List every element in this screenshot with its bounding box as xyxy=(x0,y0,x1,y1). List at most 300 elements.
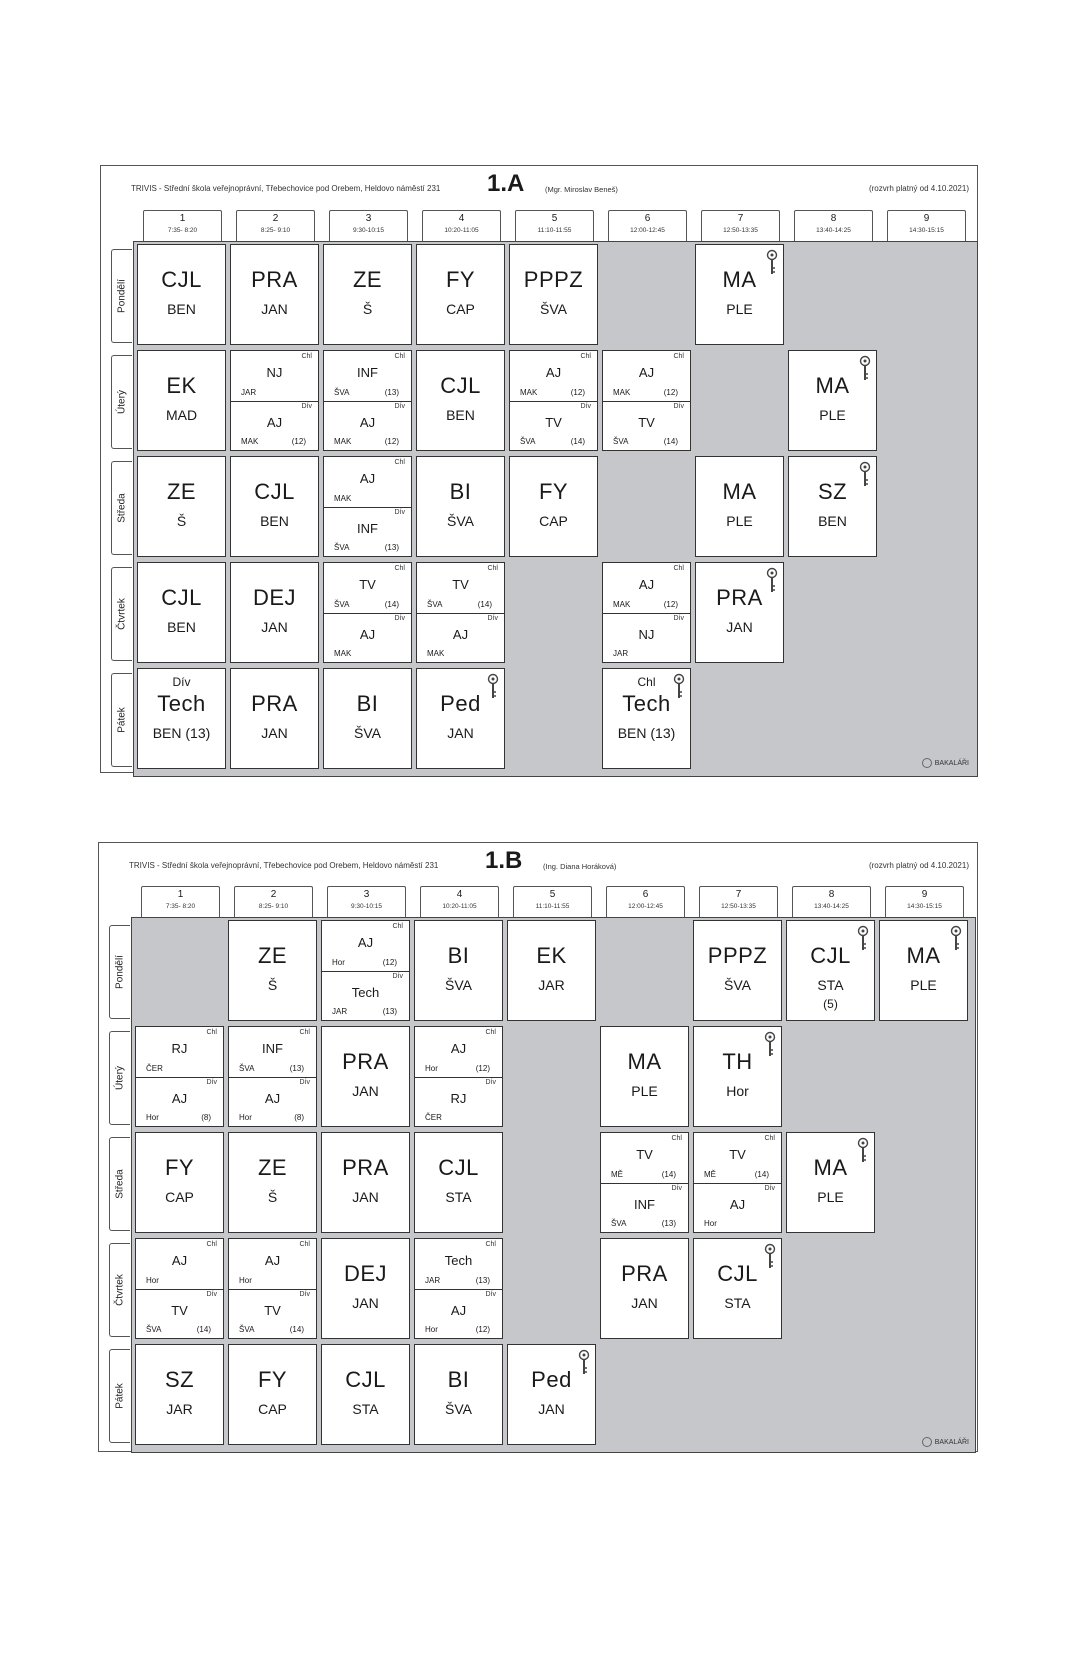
group-label: Dív xyxy=(394,508,405,516)
day-label xyxy=(109,1031,130,1125)
teacher: PLE xyxy=(817,1189,844,1205)
teacher: MAD xyxy=(165,407,198,423)
period-time: 14:30-15:15 xyxy=(909,227,944,234)
lesson-cell xyxy=(416,244,505,345)
teacher: MĚ xyxy=(704,1169,716,1179)
period-number: 9 xyxy=(923,213,930,224)
empty-slot xyxy=(786,1026,875,1127)
subject: MA xyxy=(815,373,850,398)
teacher: MAK xyxy=(613,387,631,397)
teacher: Hor xyxy=(146,1113,159,1122)
room: (14) xyxy=(289,1325,304,1334)
key-icon xyxy=(859,461,871,489)
lesson-half-bottom xyxy=(603,401,690,451)
period-number: 1 xyxy=(179,213,186,224)
group-label: Dív xyxy=(580,402,591,410)
teacher: Hor xyxy=(146,1275,159,1285)
teacher: JAN xyxy=(352,1083,379,1099)
lesson-half-top xyxy=(324,457,411,508)
teacher: MAK xyxy=(334,649,352,658)
empty-slot xyxy=(509,668,598,769)
teacher: ŠVA xyxy=(540,301,567,317)
lesson-cell xyxy=(786,920,875,1021)
period-number: 4 xyxy=(456,889,463,900)
period-header xyxy=(885,886,964,917)
lesson-cell xyxy=(416,350,505,451)
subject: CJL xyxy=(161,585,202,610)
subject: CJL xyxy=(438,1155,479,1180)
lesson-half-bottom xyxy=(603,613,690,663)
group-label: Chl xyxy=(392,923,403,930)
group-label: Chl xyxy=(485,1029,496,1036)
day-name: Pondělí xyxy=(116,279,128,313)
lesson-half-top xyxy=(415,1027,502,1078)
lesson-half-top xyxy=(322,921,409,972)
lesson-cell xyxy=(323,244,412,345)
subject: TV xyxy=(264,1302,281,1318)
subject: CJL xyxy=(161,267,202,292)
group-label: Dív xyxy=(394,402,405,410)
empty-slot xyxy=(600,920,689,1021)
lesson-half-bottom xyxy=(322,971,409,1021)
teacher: ŠVA xyxy=(613,437,629,446)
subject: RJ xyxy=(450,1090,467,1106)
lesson-half-top xyxy=(229,1239,316,1290)
subject: ZE xyxy=(352,267,383,292)
period-header xyxy=(236,210,315,241)
key-icon xyxy=(578,1349,590,1377)
room: (12) xyxy=(382,957,397,967)
lesson-half-top xyxy=(231,351,318,402)
timetable-header xyxy=(101,166,977,206)
lesson-cell xyxy=(321,1344,410,1445)
group-label: Chl xyxy=(394,353,405,360)
teacher: JAN xyxy=(352,1189,379,1205)
subject: INF xyxy=(634,1196,655,1212)
subject: PRA xyxy=(621,1261,668,1286)
group-label: Chl xyxy=(671,1135,682,1142)
subject: SZ xyxy=(817,479,848,504)
period-header xyxy=(606,886,685,917)
lesson-cell xyxy=(323,668,412,769)
subject: ZE xyxy=(257,1155,288,1180)
lesson-cell xyxy=(230,668,319,769)
teacher: ČER xyxy=(425,1113,442,1122)
day-label xyxy=(111,673,132,767)
teacher: JAN xyxy=(447,725,474,741)
subject: MA xyxy=(627,1049,662,1074)
group-label: Chl xyxy=(485,1241,496,1248)
teacher: JAN xyxy=(631,1295,658,1311)
empty-slot xyxy=(788,668,877,769)
period-time: 14:30-15:15 xyxy=(907,903,942,910)
teacher: PLE xyxy=(631,1083,658,1099)
lesson-half-bottom xyxy=(231,401,318,451)
lesson-cell xyxy=(602,350,691,451)
period-time: 11:10-11:55 xyxy=(537,227,572,234)
subject: INF xyxy=(262,1041,283,1056)
subject: AJ xyxy=(264,1090,281,1106)
subject: Tech xyxy=(351,984,380,1000)
empty-slot xyxy=(509,562,598,663)
lesson-cell xyxy=(695,244,784,345)
teacher: Hor xyxy=(425,1063,438,1073)
teacher: PLE xyxy=(726,513,753,529)
lesson-cell xyxy=(693,920,782,1021)
subject: AJ xyxy=(638,577,655,592)
room: (12) xyxy=(475,1063,490,1073)
lesson-cell xyxy=(135,1344,224,1445)
group-label: Dív xyxy=(394,614,405,622)
school-name: TRIVIS - Střední škola veřejnoprávní, Třebechovice pod Orebem, Heldovo náměstí 231 xyxy=(129,861,439,870)
lesson-half-bottom xyxy=(694,1183,781,1233)
empty-slot xyxy=(881,350,970,451)
lesson-cell xyxy=(600,1238,689,1339)
room: (12) xyxy=(291,437,306,446)
teacher: JAN xyxy=(538,1401,565,1417)
empty-slot xyxy=(602,244,691,345)
teacher: BEN (13) xyxy=(152,725,211,741)
class-name: 1.B xyxy=(485,847,523,874)
subject: EK xyxy=(536,943,567,968)
lesson-half-top xyxy=(229,1027,316,1078)
group-label: Dív xyxy=(673,402,684,410)
lesson-cell xyxy=(230,562,319,663)
subject: FY xyxy=(445,267,476,292)
room: (13) xyxy=(382,1007,397,1016)
teacher: ŠVA xyxy=(334,543,350,552)
lesson-half-bottom xyxy=(136,1077,223,1127)
lesson-half-top xyxy=(136,1027,223,1078)
subject: FY xyxy=(164,1155,195,1180)
lesson-cell xyxy=(416,668,505,769)
room: (8) xyxy=(201,1113,211,1122)
lesson-cell xyxy=(323,350,412,451)
day-label xyxy=(111,461,132,555)
subject: TV xyxy=(545,414,562,430)
subject: AJ xyxy=(638,365,655,380)
room: (12) xyxy=(475,1325,490,1334)
subject: AJ xyxy=(359,414,376,430)
period-number: 4 xyxy=(458,213,465,224)
teacher: BEN (13) xyxy=(617,725,676,741)
empty-slot xyxy=(695,350,784,451)
subject: SZ xyxy=(164,1367,195,1392)
lesson-cell xyxy=(416,456,505,557)
group-label: Dív xyxy=(299,1290,310,1298)
subject: Tech xyxy=(157,691,206,716)
subject: DEJ xyxy=(343,1261,388,1286)
lesson-half-top xyxy=(415,1239,502,1290)
period-number: 1 xyxy=(177,889,184,900)
teacher: ŠVA xyxy=(445,1401,472,1417)
lesson-cell xyxy=(137,350,226,451)
period-number: 9 xyxy=(921,889,928,900)
teacher: BEN xyxy=(167,301,196,317)
teacher: PLE xyxy=(910,977,937,993)
group-label: Chl xyxy=(580,353,591,360)
teacher: BEN xyxy=(446,407,475,423)
period-header xyxy=(143,210,222,241)
group-label: Chl xyxy=(673,565,684,572)
subject: ZE xyxy=(166,479,197,504)
day-label xyxy=(109,925,130,1019)
lesson-cell xyxy=(414,920,503,1021)
period-number: 5 xyxy=(549,889,556,900)
period-number: 3 xyxy=(365,213,372,224)
group-label: Dív xyxy=(673,614,684,622)
lesson-cell xyxy=(135,1132,224,1233)
subject: BI xyxy=(356,691,379,716)
lesson-cell xyxy=(137,668,226,769)
empty-slot xyxy=(879,1132,968,1233)
period-time: 11:10-11:55 xyxy=(535,903,570,910)
subject: AJ xyxy=(359,471,376,486)
timetable-1b xyxy=(98,842,978,1452)
subject: AJ xyxy=(171,1090,188,1106)
teacher: ŠVA xyxy=(445,977,472,993)
teacher: MAK xyxy=(334,437,352,446)
period-header xyxy=(420,886,499,917)
room: (12) xyxy=(570,387,585,397)
key-icon xyxy=(487,673,499,701)
teacher: ŠVA xyxy=(334,387,350,397)
lesson-cell xyxy=(228,1026,317,1127)
teacher: JAR xyxy=(538,977,565,993)
subject: CJL xyxy=(717,1261,758,1286)
period-number: 7 xyxy=(735,889,742,900)
period-time: 8:25- 9:10 xyxy=(258,903,289,910)
period-header xyxy=(699,886,778,917)
subject: BI xyxy=(447,1367,470,1392)
empty-slot xyxy=(695,668,784,769)
day-name: Úterý xyxy=(114,1066,126,1090)
lesson-half-bottom xyxy=(415,1077,502,1127)
lesson-cell xyxy=(693,1026,782,1127)
subject: AJ xyxy=(452,626,469,642)
teacher: ŠVA xyxy=(146,1325,162,1334)
empty-slot xyxy=(507,1132,596,1233)
lesson-cell xyxy=(600,1026,689,1127)
period-header xyxy=(887,210,966,241)
lesson-half-top xyxy=(510,351,597,402)
key-icon xyxy=(766,567,778,595)
subject: PRA xyxy=(251,691,298,716)
room: (12) xyxy=(663,387,678,397)
lesson-cell xyxy=(509,244,598,345)
teacher: Hor xyxy=(726,1083,749,1099)
period-number: 3 xyxy=(363,889,370,900)
teacher: BEN xyxy=(260,513,289,529)
teacher: Hor xyxy=(332,957,345,967)
lesson-half-bottom xyxy=(415,1289,502,1339)
lesson-cell xyxy=(788,456,877,557)
teacher: MAK xyxy=(427,649,445,658)
teacher: STA xyxy=(817,977,844,993)
group-label: Chl xyxy=(394,459,405,466)
lesson-cell xyxy=(323,562,412,663)
empty-slot xyxy=(600,1344,689,1445)
empty-slot xyxy=(879,1238,968,1339)
lesson-half-top xyxy=(694,1133,781,1184)
empty-slot xyxy=(507,1026,596,1127)
subject: TV xyxy=(452,577,469,592)
period-time: 12:00-12:45 xyxy=(630,227,665,234)
room: (14) xyxy=(384,599,399,609)
lesson-half-bottom xyxy=(417,613,504,663)
empty-slot xyxy=(788,562,877,663)
teacher: Š xyxy=(267,1189,278,1205)
teacher: ŠVA xyxy=(239,1063,255,1073)
teacher: ŠVA xyxy=(334,599,350,609)
lesson-cell xyxy=(135,1026,224,1127)
lesson-half-top xyxy=(601,1133,688,1184)
day-label xyxy=(111,355,132,449)
group-label: Dív xyxy=(392,972,403,980)
room: (12) xyxy=(663,599,678,609)
teacher: ŠVA xyxy=(239,1325,255,1334)
empty-slot xyxy=(879,1344,968,1445)
subject: AJ xyxy=(359,626,376,642)
subject: AJ xyxy=(266,414,283,430)
lesson-cell xyxy=(507,920,596,1021)
subject: INF xyxy=(357,520,378,536)
lesson-cell xyxy=(602,562,691,663)
teacher: PLE xyxy=(819,407,846,423)
teacher: ŠVA xyxy=(447,513,474,529)
room: (14) xyxy=(196,1325,211,1334)
teacher: STA xyxy=(724,1295,751,1311)
day-name: Středa xyxy=(116,493,128,523)
lesson-half-top xyxy=(136,1239,223,1290)
period-header xyxy=(327,886,406,917)
empty-slot xyxy=(786,1238,875,1339)
lesson-cell xyxy=(323,456,412,557)
teacher: Hor xyxy=(239,1113,252,1122)
teacher: MAK xyxy=(241,437,259,446)
teacher: CAP xyxy=(539,513,568,529)
period-time: 10:20-11:05 xyxy=(444,227,479,234)
day-label xyxy=(109,1243,130,1337)
logo-text: BAKALÁŘI xyxy=(934,1438,969,1446)
key-icon xyxy=(764,1031,776,1059)
lesson-cell xyxy=(414,1026,503,1127)
subject: AJ xyxy=(264,1253,281,1268)
lesson-cell xyxy=(321,920,410,1021)
teacher: STA xyxy=(445,1189,472,1205)
period-header xyxy=(329,210,408,241)
day-name: Pátek xyxy=(114,1383,126,1409)
key-icon xyxy=(766,249,778,277)
lesson-cell xyxy=(509,350,598,451)
group-label: Dív xyxy=(299,1078,310,1086)
period-number: 2 xyxy=(270,889,277,900)
lesson-cell xyxy=(228,1344,317,1445)
group-label: Chl xyxy=(299,1029,310,1036)
subject: NJ xyxy=(638,626,655,642)
subject: AJ xyxy=(171,1253,188,1268)
class-teacher: (Ing. Diana Horáková) xyxy=(543,862,617,871)
key-icon xyxy=(859,355,871,383)
group-label: Chl xyxy=(206,1241,217,1248)
subject: AJ xyxy=(545,365,562,380)
teacher: Hor xyxy=(239,1275,252,1285)
empty-slot xyxy=(881,244,970,345)
group-label: Chl xyxy=(764,1135,775,1142)
lesson-half-bottom xyxy=(229,1289,316,1339)
teacher: JAN xyxy=(352,1295,379,1311)
teacher: ŠVA xyxy=(611,1219,627,1228)
school-name: TRIVIS - Střední škola veřejnoprávní, Třebechovice pod Orebem, Heldovo náměstí 231 xyxy=(131,184,441,193)
day-label xyxy=(111,567,132,661)
lesson-cell xyxy=(695,562,784,663)
teacher: JAR xyxy=(166,1401,193,1417)
period-number: 6 xyxy=(644,213,651,224)
subject: MA xyxy=(813,1155,848,1180)
period-header xyxy=(792,886,871,917)
lesson-cell xyxy=(509,456,598,557)
teacher: Š xyxy=(176,513,187,529)
teacher: ŠVA xyxy=(427,599,443,609)
subject: MA xyxy=(722,479,757,504)
room: (13) xyxy=(475,1275,490,1285)
lesson-cell xyxy=(137,244,226,345)
lesson-half-top xyxy=(324,563,411,614)
lesson-cell xyxy=(414,1132,503,1233)
group-label: Chl xyxy=(487,565,498,572)
lesson-cell xyxy=(228,920,317,1021)
period-number: 5 xyxy=(551,213,558,224)
lesson-cell xyxy=(602,668,691,769)
lesson-cell xyxy=(414,1238,503,1339)
lesson-cell xyxy=(321,1238,410,1339)
group-label: Chl xyxy=(299,1241,310,1248)
lesson-half-top xyxy=(603,351,690,402)
group-label: Chl xyxy=(206,1029,217,1036)
empty-slot xyxy=(881,456,970,557)
period-number: 6 xyxy=(642,889,649,900)
day-name: Čtvrtek xyxy=(116,598,128,630)
room: (14) xyxy=(477,599,492,609)
period-time: 8:25- 9:10 xyxy=(260,227,291,234)
lesson-cell xyxy=(230,350,319,451)
lesson-cell xyxy=(788,350,877,451)
room: (14) xyxy=(570,437,585,446)
subject: BI xyxy=(449,479,472,504)
period-header xyxy=(701,210,780,241)
group-label: Dív xyxy=(301,402,312,410)
subject: AJ xyxy=(729,1196,746,1212)
teacher: Š xyxy=(362,301,373,317)
valid-from: (rozvrh platný od 4.10.2021) xyxy=(868,861,969,870)
teacher: Hor xyxy=(704,1219,717,1228)
room: (13) xyxy=(384,387,399,397)
period-time: 13:40-14:25 xyxy=(814,903,849,910)
teacher: JAN xyxy=(261,301,288,317)
room: (14) xyxy=(661,1169,676,1179)
teacher: JAR xyxy=(241,387,257,397)
lesson-cell xyxy=(321,1132,410,1233)
lesson-cell xyxy=(693,1132,782,1233)
teacher: PLE xyxy=(726,301,753,317)
lesson-cell xyxy=(230,244,319,345)
room: (13) xyxy=(661,1219,676,1228)
room: (8) xyxy=(294,1113,304,1122)
empty-slot xyxy=(786,1344,875,1445)
lesson-half-bottom xyxy=(324,613,411,663)
subject: CJL xyxy=(440,373,481,398)
subject: TV xyxy=(636,1147,653,1162)
